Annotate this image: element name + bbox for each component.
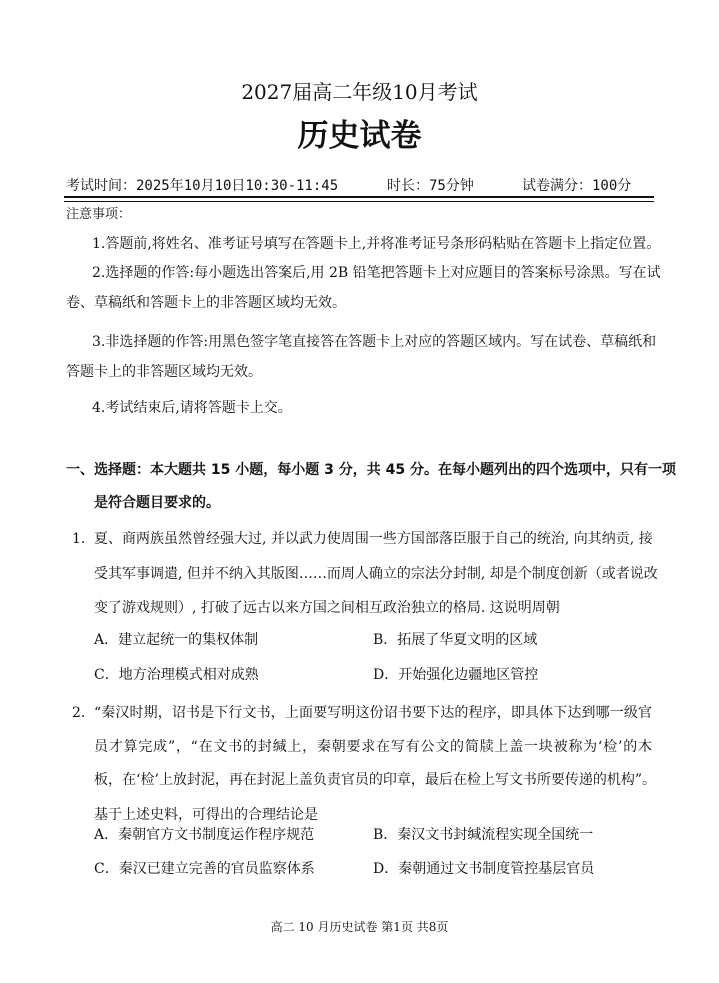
option-c: C．地方治理模式相对成熟 xyxy=(94,667,259,683)
header-rule-thick xyxy=(64,196,654,198)
question-stem-line: 基于上述史料，可得出的合理结论是 xyxy=(94,807,318,823)
exam-title: 2027届高二年级10月考试 xyxy=(241,80,478,104)
full-score: 试卷满分：100分 xyxy=(522,178,632,194)
question-stem-line: 变了游戏规则）, 打破了远古以来方国之间相互政治独立的格局. 这说明周朝 xyxy=(94,600,560,616)
question-number: 2. xyxy=(72,705,86,721)
notice-line: 3.非选择题的作答:用黑色签字笔直接答在答题卡上对应的答题区域内。写在试卷、草稿纸和 xyxy=(92,334,657,350)
subject-title: 历史试卷 xyxy=(297,118,422,154)
option-b: B．拓展了华夏文明的区域 xyxy=(373,632,538,648)
option-d: D．秦朝通过文书制度管控基层官员 xyxy=(373,861,595,877)
notice-line: 答题卡上的非答题区域均无效。 xyxy=(66,364,262,380)
question-number: 1. xyxy=(72,531,86,547)
option-a: A．建立起统一的集权体制 xyxy=(94,632,259,648)
exam-duration: 时长：75分钟 xyxy=(387,178,474,194)
header-rule-thin xyxy=(64,201,654,202)
section-heading-cont: 是符合题目要求的。 xyxy=(94,495,220,511)
option-c: C．秦汉已建立完善的官员监察体系 xyxy=(94,861,315,877)
page-footer: 高二 10 月历史试卷 第1页 共8页 xyxy=(270,920,449,934)
option-a: A．秦朝官方文书制度运作程序规范 xyxy=(94,827,315,843)
notice-line: 4.考试结束后,请将答题卡上交。 xyxy=(92,400,292,416)
question-stem-line: 夏、商两族虽然曾经强大过, 并以武力使周围一些方国部落臣服于自己的统治, 向其纳贡, 接 xyxy=(94,531,653,547)
notice-line: 1.答题前,将姓名、准考证号填写在答题卡上,并将准考证号条形码粘贴在答题卡上指定位置。 xyxy=(92,236,661,252)
notice-heading: 注意事项： xyxy=(66,207,132,222)
notice-line: 2.选择题的作答:每小题选出答案后,用 2B 铅笔把答题卡上对应题目的答案标号涂黑。写在试 xyxy=(92,265,661,281)
option-b: B．秦汉文书封缄流程实现全国统一 xyxy=(373,827,594,843)
option-d: D．开始强化边疆地区管控 xyxy=(373,667,539,683)
question-stem-line: 员才算完成”，“在文书的封缄上，秦朝要求在写有公文的简牍上盖一块被称为‘检’的木 xyxy=(94,739,652,755)
question-stem-line: 受其军事调遣, 但并不纳入其版图……而周人确立的宗法分封制, 却是个制度创新（或者说改 xyxy=(94,566,658,582)
question-stem-line: “秦汉时期，诏书是下行文书，上面要写明这份诏书要下达的程序，即具体下达到哪一级官 xyxy=(94,705,652,721)
section-heading: 一、选择题：本大题共 15 小题，每小题 3 分，共 45 分。在每小题列出的四个选项中，只有一项 xyxy=(66,462,676,478)
question-stem-line: 板，在‘检’上放封泥，再在封泥上盖负责官员的印章，最后在检上写文书所要传递的机构”。 xyxy=(94,772,657,788)
notice-line: 卷、草稿纸和答题卡上的非答题区域均无效。 xyxy=(66,295,346,311)
exam-time: 考试时间：2025年10月10日10:30-11:45 xyxy=(66,178,339,194)
